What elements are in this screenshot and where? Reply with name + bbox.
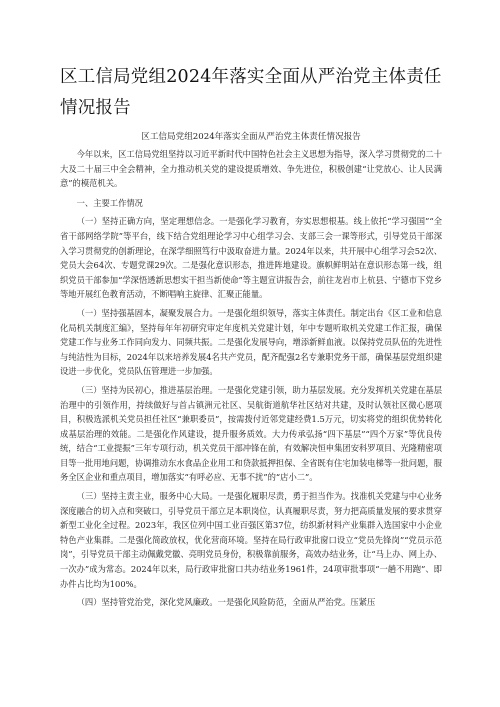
section-heading: 一、主要工作情况: [76, 197, 143, 208]
body-paragraph-4: （三）坚持主责主业，服务中心大局。一是强化履职尽责，勇于担当作为。找准机关党建与中心业务深度融合的切入点和突破口，引导党员干部立足本职岗位，认真履职尽责，努力把高质量发展的要求贯穿新型工业化全过程。2023年，我区位列中国工业百强区第37位，纺织新材料产业集群入选国家中小企业特色产业集群。二是强化简政放权，优化营商环境。坚持在局行政审批窗口设立“党员先锋岗”“党员示范岗”，引导党员干部主动佩戴党徽、亮明党员身份，积极靠前服务，高效办结业务，让“马上办、网上办、一次办”成为常态。2024年以来，局行政审批窗口共办结业务1961件，24项审批事项“一趟不用跑”、即办件占比均为100%。: [60, 491, 442, 589]
body-paragraph-3: （三）坚持为民初心，推进基层治理。一是强化党建引领，助力基层发展。充分发挥机关党建在基层治理中的引领作用，持续做好与首占镇洲元社区、吴航街道航华社区结对共建，及时认领社区微心愿项目，积极选派机关党员担任社区“兼职委员”，按需拨付近邻党建经费1.5万元，切实将党的组织优势转化成基层治理的效能。二是强化作风建设，提升服务质效。大力传承弘扬“四下基层”“四个万家”等优良传统，结合“工业提振”三年专项行动，机关党员干部冲锋在前，有效解决恒申集团安科罗项目、光隆精密项目等一批用地问题，协调推动东水食品企业用工和贷款抵押担保、全省既有住宅加装电梯等一批问题，服务全区企业和重点项目，增加落实“有呼必应、无事不扰”的“店小二”。: [60, 384, 442, 483]
body-paragraph-1: （一）坚持正确方向，坚定理想信念。一是强化学习教育，夯实思想根基。线上依托“学习强国”“全省干部网络学院”等平台，线下结合党组理论学习中心组学习会、支部三会一课等形式，引导党员干部深入学习贯彻党的创新理论，在深学细照笃行中汲取奋进力量。2024年以来，共开展中心组学习会52次、党员大会64次、专题党课29次。二是强化意识形态，推进阵地建设。旗帜鲜明站在意识形态第一线，组织党员干部参加“学深悟透新思想实干担当新使命”等主题宣讲报告会，前往龙岩市上杭县、宁德市下党乡等地开展红色教育活动，不断唱响主旋律、汇聚正能量。: [60, 216, 442, 300]
document-title: 区工信局党组2024年落实全面从严治党主体责任情况报告: [60, 67, 442, 118]
body-paragraph-5: （四）坚持管党治党，深化党风廉政。一是强化风险防范，全面从严治党。压紧压: [76, 597, 376, 608]
body-paragraph-2: （一）坚持强基固本，凝聚发展合力。一是强化组织领导，落实主体责任。制定出台《区工业和信息化局机关制度汇编》，坚持每年年初研究审定年度机关党建计划，年中专题听取机关党建工作汇报，确保党建工作与业务工作同向发力、同频共振。二是强化发展导向，增添新鲜血液。以保持党员队伍的先进性与纯洁性为目标，2024年以来培养发展4名共产党员，配齐配强2名专兼职党务干部，确保基层党组织建设进一步优化，党员队伍管理进一步加强。: [60, 307, 442, 377]
intro-paragraph: 今年以来，区工信局党组坚持以习近平新时代中国特色社会主义思想为指导，深入学习贯彻党的二十大及二十届三中全会精神，全力推动机关党的建设提质增效、争先进位，积极创建“让党放心、让人民满意”的模范机关。: [60, 149, 442, 189]
document-subtitle: 区工信局党组2024年落实全面从严治党主体责任情况报告: [141, 132, 361, 142]
